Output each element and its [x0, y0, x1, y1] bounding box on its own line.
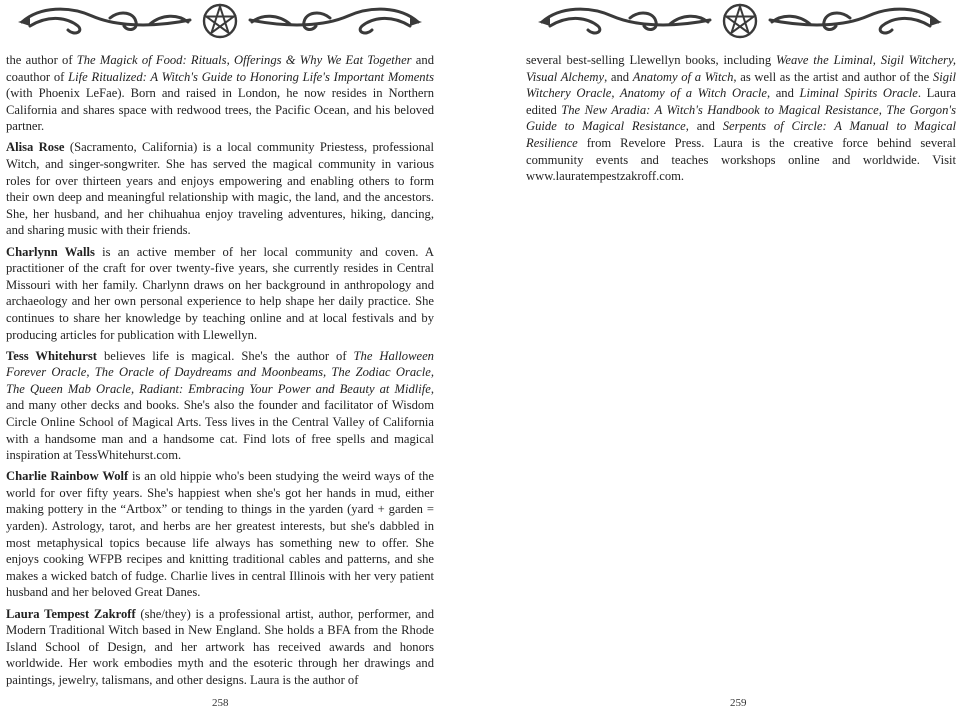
header-ornament	[0, 2, 480, 42]
text-run: and coauthor of	[6, 53, 434, 84]
book-title: The New Aradia: A Witch's Handbook to Magical Resistance, The Gorgon's Guide to Magical Resistance	[526, 102, 956, 134]
text-run: . Laura edited	[526, 86, 956, 117]
pentacle-icon	[724, 5, 756, 37]
flourish-ornament	[0, 2, 480, 42]
right-page-body	[526, 52, 956, 189]
text-run: (Sacramento, California) is a local community Priestess, professional Witch, and singer-songwriter. She has served the magical community in various roles for over thirteen years and enjoys empowering and enabling others to form their own deep and meaningful relationship with magic, the land, and the ancestors. She, her husband, and her chihuahua enjoy traveling adventures, hiking, dancing, and sharing music with their friends.	[6, 140, 434, 238]
text-run: , and	[685, 119, 723, 134]
text-run: , as well as the artist and author of the	[733, 69, 933, 84]
book-title: Life Ritualized: A Witch's Guide to Honoring Life's Important Moments	[68, 69, 434, 84]
right-page	[480, 0, 960, 714]
book-title: Serpents of Circle: A Manual to Magical Resilience	[526, 119, 956, 150]
text-run: , and	[604, 69, 633, 84]
pentacle-icon	[204, 5, 236, 37]
contributor-name: Charlynn Walls	[6, 244, 95, 259]
book-title: Anatomy of a Witch	[632, 69, 734, 84]
page-number: 258	[212, 697, 229, 709]
flourish-ornament	[480, 2, 960, 42]
paragraph	[6, 139, 434, 239]
text-run: , and many other decks and books. She's also the founder and facilitator of Wisdom Circle Online School of Magical Arts. Tess lives in the Central Valley of California with a handsome man and a handsome cat. Find lots of free spells and magical inspiration at TessWhitehurst.com.	[6, 381, 434, 463]
contributor-name: Alisa Rose	[6, 140, 65, 155]
paragraph	[6, 606, 434, 689]
contributor-name: Tess Whitehurst	[6, 348, 97, 363]
text-run: the author of	[6, 53, 77, 67]
book-title: Liminal Spirits Oracle	[799, 86, 918, 101]
text-run: (with Phoenix LeFae). Born and raised in London, he now resides in Northern California and shares space with redwood trees, the Pacific Ocean, and his beloved partner.	[6, 86, 434, 134]
contributor-name: Charlie Rainbow Wolf	[6, 469, 129, 484]
text-run: , and	[766, 86, 800, 101]
text-run: from Revelore Press. Laura is the creative force behind several community events and teaches workshops online and worldwide. Visit www.lauratempestzakroff.com.	[526, 135, 956, 184]
paragraph	[526, 52, 956, 185]
paragraph	[6, 52, 434, 135]
paragraph	[6, 348, 434, 464]
paragraph	[6, 468, 434, 601]
header-ornament	[480, 2, 960, 42]
text-run: (she/they) is a professional artist, author, performer, and Modern Traditional Witch based in New England. She holds a BFA from the Rhode Island School of Design, and her artwork has received awards and honors worldwide. Her work embodies myth and the esoteric through her drawings and paintings, jewelry, talismans, and other designs. Laura is the author of	[6, 606, 434, 687]
text-run: is an old hippie who's been studying the weird ways of the world for over fifty years. She's happiest when she's got her hands in mud, either making pottery in the “Artbox” or tending to things in the yarden (yard + garden = yarden). Astrology, tarot, and herbs are her greatest interests, but she's dabbled in most metaphysical topics because life always has something new to offer. She enjoys cooking WFPB recipes and knitting traditional cables and patterns, and she makes a wicked batch of fudge. Charlie lives in central Illinois with her very patient husband and her beloved Great Danes.	[6, 469, 434, 600]
contributor-name: Laura Tempest Zakroff	[6, 606, 136, 621]
book-title: Weave the Liminal, Sigil Witchery, Visual Alchemy	[526, 53, 956, 84]
book-title: The Halloween Forever Oracle, The Oracle of Daydreams and Moonbeams, The Zodiac Oracle, The Queen Mab Oracle, Radiant: Embracing Your Power and Beauty at Midlife	[6, 348, 434, 396]
book-title: The Magick of Food: Rituals, Offerings & Why We Eat Together	[76, 53, 412, 67]
page-number: 259	[730, 697, 747, 709]
paragraph	[6, 244, 434, 344]
text-run: several best-selling Llewellyn books, including	[526, 53, 777, 67]
book-title: Sigil Witchery Oracle, Anatomy of a Witch Oracle	[526, 69, 956, 101]
text-run: is an active member of her local community and coven. A practitioner of the craft for over twenty-five years, she currently resides in Central Missouri with her family. Charlynn draws on her background in anthropology and archaeology and her own personal experience to help shape her daily practice. She continues to share her knowledge by teaching online and at local festivals and by producing articles for publication with Llewellyn.	[6, 244, 434, 342]
left-page-body	[6, 52, 434, 693]
text-run: believes life is magical. She's the author of	[96, 348, 354, 363]
